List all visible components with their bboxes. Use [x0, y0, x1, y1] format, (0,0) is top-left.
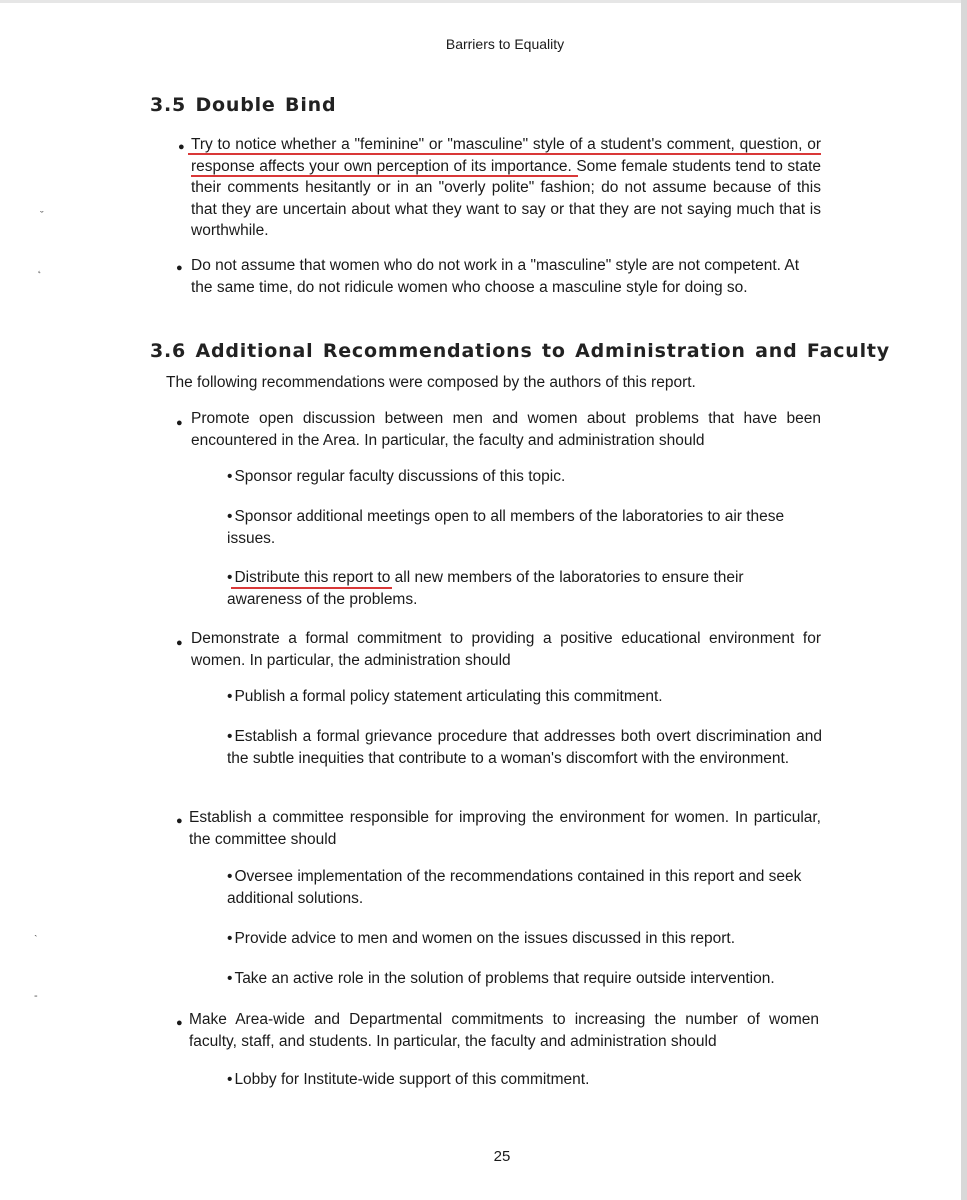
sub-bullet-icon: • — [227, 728, 233, 745]
sub-bullet-icon: • — [227, 930, 233, 947]
sub-bullet-icon: • — [227, 468, 233, 485]
bullet-item: Do not assume that women who do not work in a "masculine" style are not competent. At the same time, do not ridicule women who choose a masculine style for doing so. — [191, 257, 800, 296]
sub-bullet-text: Sponsor regular faculty discussions of this topic. — [234, 468, 566, 485]
sub-bullet-text: Provide advice to men and women on the issues discussed in this report. — [234, 930, 736, 947]
sub-bullet-item — [227, 466, 822, 488]
bullet-icon: ● — [176, 262, 183, 274]
scan-top-edge — [0, 0, 967, 3]
bullet-item: Make Area-wide and Departmental commitments to increasing the number of women faculty, staff, and students. In particular, the faculty and administration should — [189, 1011, 819, 1050]
bullet-icon: ● — [178, 141, 185, 153]
sub-bullet-item — [227, 866, 822, 909]
sub-bullet-text: Sponsor additional meetings open to all members of the laboratories to air these issues. — [227, 508, 785, 547]
sub-bullet-text: Establish a formal grievance procedure that addresses both overt discrimination and the subtle inequities that contribute to a woman's discomfort with the environment. — [227, 728, 822, 767]
section-heading-3-5: 3.5 Double Bind — [150, 94, 337, 116]
bullet-icon: ● — [176, 417, 183, 429]
bullet-item: Establish a committee responsible for improving the environment for women. In particular, the committee should — [189, 809, 821, 848]
page-number: 25 — [493, 1148, 511, 1165]
sub-bullet-item — [227, 686, 822, 708]
red-underline-annotation — [188, 153, 821, 155]
bullet-item: Try to notice whether a "feminine" or "masculine" style of a student's comment, question, or response affects your own perception of its importance. Some female students tend to state their comments hesitantly or in an "overly polite" fashion; do not assume because of this that they are uncertain about what they want to say or that they are not saying much that is worthwhile. — [191, 136, 821, 239]
scan-speck: ˇ — [40, 210, 44, 222]
section-intro: The following recommendations were composed by the authors of this report. — [166, 374, 696, 391]
sub-bullet-icon: • — [227, 970, 233, 987]
bullet-icon: ● — [176, 815, 183, 827]
sub-bullet-text: Lobby for Institute-wide support of this commitment. — [234, 1071, 590, 1088]
sub-bullet-item — [227, 506, 822, 549]
sub-bullet-icon: • — [227, 868, 233, 885]
bullet-icon: ● — [176, 637, 183, 649]
scan-speck: - — [34, 990, 38, 1002]
sub-bullet-item — [227, 968, 822, 990]
red-underline-annotation — [231, 587, 392, 589]
sub-bullet-text: Oversee implementation of the recommendations contained in this report and seek additional solutions. — [227, 868, 802, 907]
section-heading-3-6: 3.6 Additional Recommendations to Administration and Faculty — [150, 340, 890, 362]
scan-speck: ˛ — [38, 262, 42, 274]
scan-speck: ˋ — [34, 934, 38, 946]
sub-bullet-icon: • — [227, 1071, 233, 1088]
bullet-item: Demonstrate a formal commitment to providing a positive educational environment for women. In particular, the administration should — [191, 630, 821, 669]
sub-bullet-item — [227, 928, 822, 950]
sub-bullet-text: Take an active role in the solution of problems that require outside intervention. — [234, 970, 775, 987]
bullet-item: Promote open discussion between men and women about problems that have been encountered in the Area. In particular, the faculty and administration should — [191, 410, 821, 449]
running-head: Barriers to Equality — [445, 36, 565, 52]
sub-bullet-icon: • — [227, 688, 233, 705]
sub-bullet-icon: • — [227, 569, 233, 586]
sub-bullet-text: Distribute this report to all new members of the laboratories to ensure their awareness of the problems. — [227, 569, 744, 608]
sub-bullet-text: Publish a formal policy statement articulating this commitment. — [234, 688, 663, 705]
sub-bullet-item — [227, 1069, 822, 1091]
sub-bullet-icon: • — [227, 508, 233, 525]
red-underline-annotation — [191, 175, 578, 177]
scan-right-edge — [961, 0, 967, 1200]
sub-bullet-item — [227, 726, 822, 769]
bullet-icon: ● — [176, 1017, 183, 1029]
